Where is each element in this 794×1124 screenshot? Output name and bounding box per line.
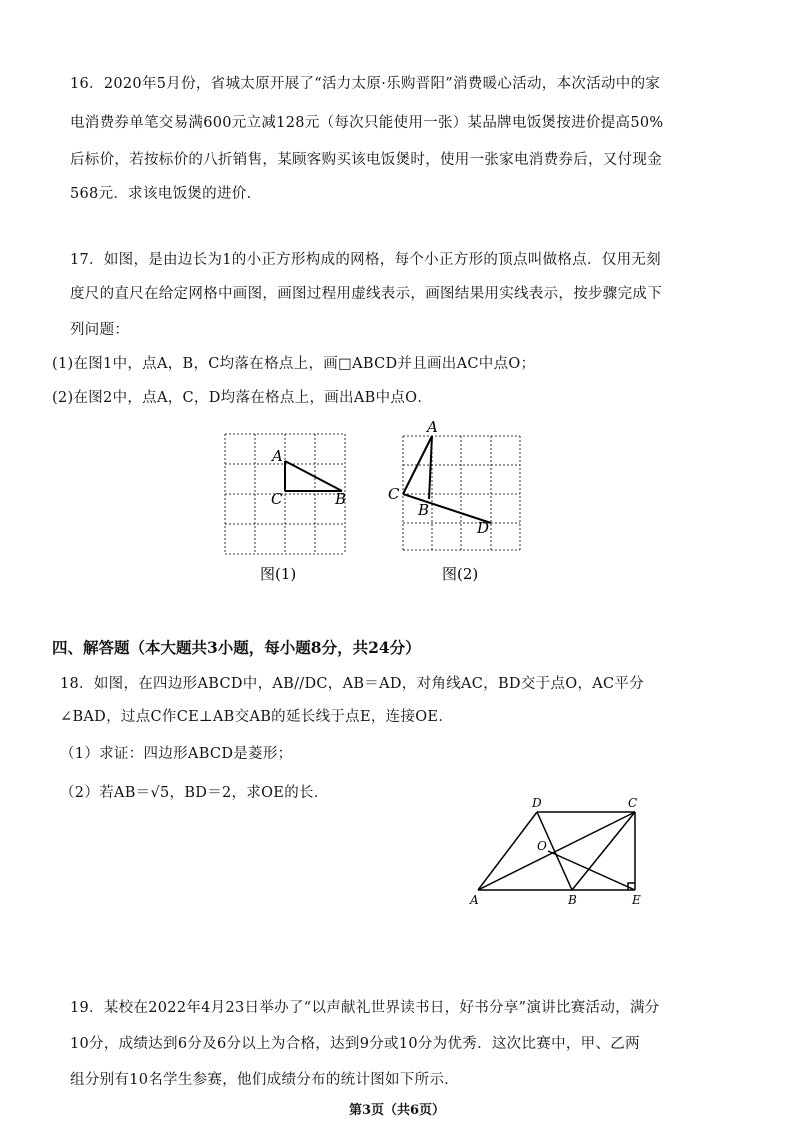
fig2-caption: 图(2) <box>442 565 479 583</box>
fig2-label-c: C <box>388 485 400 503</box>
q17-part-2: (2)在图2中，点A，C，D均落在格点上，画出AB中点O． <box>52 390 433 406</box>
q18-label-c: C <box>628 796 638 810</box>
q17-line-2: 度尺的直尺在给定网格中画图，画图过程用虚线表示，画图结果用实线表示，按步骤完成下 <box>70 286 662 302</box>
fig2-label-b: B <box>418 501 430 519</box>
q19-line-1: 19．某校在2022年4月23日举办了“以声献礼世界读书日，好书分享”演讲比赛活动，满分 <box>70 1000 660 1016</box>
q19-line-2: 10分，成绩达到6分及6分以上为合格，达到9分或10分为优秀．这次比赛中，甲、乙两 <box>70 1036 640 1052</box>
q17-part-1: (1)在图1中，点A，B，C均落在格点上，画□ABCD并且画出AC中点O； <box>52 356 536 372</box>
q19-line-3: 组分别有10名学生参赛，他们成绩分布的统计图如下所示． <box>70 1072 460 1088</box>
q16-line-2: 电消费券单笔交易满600元立减128元（每次只能使用一张）某品牌电饭煲按进价提高50% <box>70 115 664 131</box>
q16-line-4: 568元．求该电饭煲的进价． <box>70 186 262 202</box>
q18-line-1: 18．如图，在四边形ABCD中，AB//DC，AB＝AD，对角线AC，BD交于点O，AC平分 <box>60 676 645 692</box>
q18-label-d: D <box>532 796 542 810</box>
q18-label-e: E <box>632 893 641 907</box>
fig1-label-a: A <box>272 447 283 465</box>
q18-part-1: （1）求证：四边形ABCD是菱形； <box>60 746 293 762</box>
q18-part-2: （2）若AB＝√5，BD＝2，求OE的长． <box>60 785 329 801</box>
q17-line-1: 17．如图，是由边长为1的小正方形构成的网格，每个小正方形的顶点叫做格点．仅用无刻 <box>70 252 661 268</box>
fig1-label-b: B <box>335 490 347 508</box>
q18-figure <box>462 795 652 910</box>
fig2-label-a: A <box>427 418 438 436</box>
fig1-caption: 图(1) <box>260 565 297 583</box>
q17-figure-1 <box>215 428 357 588</box>
q18-figure-lines <box>478 812 635 890</box>
figure-1-grid <box>225 434 345 554</box>
q18-line-2: ∠BAD，过点C作CE⊥AB交AB的延长线于点E，连接OE． <box>60 709 454 725</box>
q18-label-o: O <box>537 839 547 853</box>
section-4-heading: 四、解答题（本大题共3小题，每小题8分，共24分） <box>52 638 421 657</box>
fig1-label-c: C <box>271 490 283 508</box>
q17-figure-2 <box>385 415 535 587</box>
figure-1-triangle <box>285 461 342 491</box>
q16-line-1: 16．2020年5月份，省城太原开展了“活力太原·乐购晋阳”消费暖心活动，本次活动中的家 <box>70 76 661 92</box>
figure-2-grid <box>403 436 520 550</box>
q18-label-b: B <box>568 893 577 907</box>
page-number: 第3页（共6页） <box>348 1103 446 1118</box>
figure-2-lines <box>403 436 491 523</box>
q17-line-3: 列问题： <box>70 322 130 338</box>
q16-line-3: 后标价，若按标价的八折销售，某顾客购买该电饭煲时，使用一张家电消费券后，又付现金 <box>70 152 662 168</box>
fig2-label-d: D <box>477 519 490 537</box>
q18-label-a: A <box>470 893 479 907</box>
